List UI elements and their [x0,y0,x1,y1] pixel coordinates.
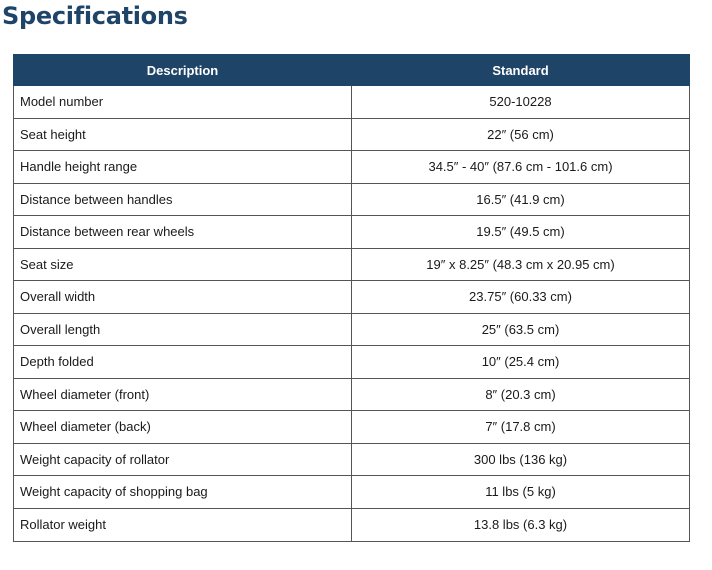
spec-value: 34.5″ - 40″ (87.6 cm - 101.6 cm) [352,151,690,184]
table-row [14,216,690,249]
spec-value: 22″ (56 cm) [352,118,690,151]
spec-value: 10″ (25.4 cm) [352,346,690,379]
table-row [14,346,690,379]
spec-description: Weight capacity of shopping bag [14,476,352,509]
table-row [14,151,690,184]
spec-description: Distance between rear wheels [14,216,352,249]
spec-description: Seat height [14,118,352,151]
spec-description: Handle height range [14,151,352,184]
spec-description: Wheel diameter (back) [14,411,352,444]
spec-description: Rollator weight [14,508,352,541]
spec-description: Depth folded [14,346,352,379]
spec-description: Model number [14,86,352,118]
spec-value: 16.5″ (41.9 cm) [352,183,690,216]
spec-description: Distance between handles [14,183,352,216]
spec-description: Wheel diameter (front) [14,378,352,411]
spec-value: 13.8 lbs (6.3 kg) [352,508,690,541]
specifications-table [13,54,690,542]
spec-value: 19″ x 8.25″ (48.3 cm x 20.95 cm) [352,248,690,281]
spec-value: 520-10228 [352,86,690,118]
page-title: Specifications [2,2,188,30]
table-header-row [14,54,690,86]
spec-value: 8″ (20.3 cm) [352,378,690,411]
column-header-standard: Standard [352,54,690,86]
spec-description: Weight capacity of rollator [14,443,352,476]
spec-value: 7″ (17.8 cm) [352,411,690,444]
spec-description: Overall length [14,313,352,346]
table-row [14,476,690,509]
table-row [14,411,690,444]
column-header-description: Description [14,54,352,86]
table-row [14,378,690,411]
table-row [14,508,690,541]
table-row [14,118,690,151]
spec-description: Seat size [14,248,352,281]
spec-value: 300 lbs (136 kg) [352,443,690,476]
table-row [14,313,690,346]
spec-value: 23.75″ (60.33 cm) [352,281,690,314]
table-row [14,86,690,118]
spec-value: 19.5″ (49.5 cm) [352,216,690,249]
spec-value: 11 lbs (5 kg) [352,476,690,509]
table-row [14,183,690,216]
table-row [14,248,690,281]
spec-description: Overall width [14,281,352,314]
table-row [14,281,690,314]
table-row [14,443,690,476]
spec-value: 25″ (63.5 cm) [352,313,690,346]
